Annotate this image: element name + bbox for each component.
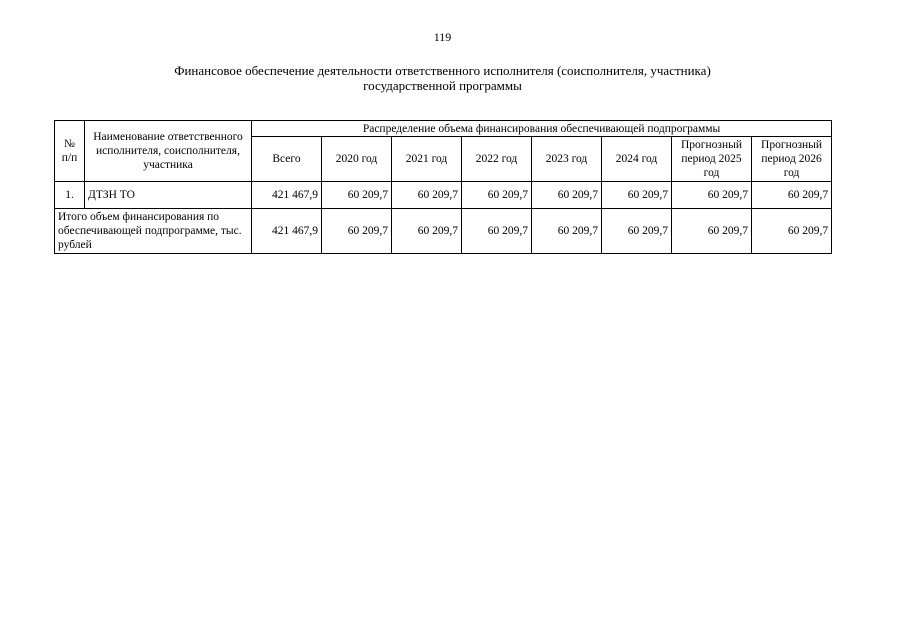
cell-total: 421 467,9 [252,182,322,209]
header-2020: 2020 год [322,137,392,182]
header-2022: 2022 год [462,137,532,182]
header-2021: 2021 год [392,137,462,182]
cell-2021: 60 209,7 [392,182,462,209]
document-title-line-2: государственной программы [363,78,522,93]
total-cell-total: 421 467,9 [252,209,322,254]
cell-2022: 60 209,7 [462,182,532,209]
cell-name: ДТЗН ТО [85,182,252,209]
total-cell-2023: 60 209,7 [532,209,602,254]
document-title-line-1: Финансовое обеспечение деятельности ответственного исполнителя (соисполнителя, участника) [174,63,711,78]
page-number: 119 [433,30,452,44]
document-title [0,63,885,93]
cell-2020: 60 209,7 [322,182,392,209]
cell-2024: 60 209,7 [602,182,672,209]
total-cell-2024: 60 209,7 [602,209,672,254]
header-2025: Прогнозный период 2025 год [672,137,752,182]
header-2026: Прогнозный период 2026 год [752,137,832,182]
total-cell-2022: 60 209,7 [462,209,532,254]
header-2024: 2024 год [602,137,672,182]
total-cell-2025: 60 209,7 [672,209,752,254]
cell-2026: 60 209,7 [752,182,832,209]
total-row [55,209,832,254]
cell-2025: 60 209,7 [672,182,752,209]
financing-table [54,120,832,254]
total-cell-2021: 60 209,7 [392,209,462,254]
cell-num: 1. [55,182,85,209]
total-label: Итого объем финансирования по обеспечивающей подпрограмме, тыс. рублей [55,209,252,254]
header-name: Наименование ответственного исполнителя, соисполнителя, участника [85,121,252,182]
cell-2023: 60 209,7 [532,182,602,209]
header-2023: 2023 год [532,137,602,182]
header-total: Всего [252,137,322,182]
header-distribution: Распределение объема финансирования обеспечивающей подпрограммы [252,121,832,137]
table-row [55,182,832,209]
total-cell-2020: 60 209,7 [322,209,392,254]
header-row-1 [55,121,832,137]
total-cell-2026: 60 209,7 [752,209,832,254]
header-num: № п/п [55,121,85,182]
